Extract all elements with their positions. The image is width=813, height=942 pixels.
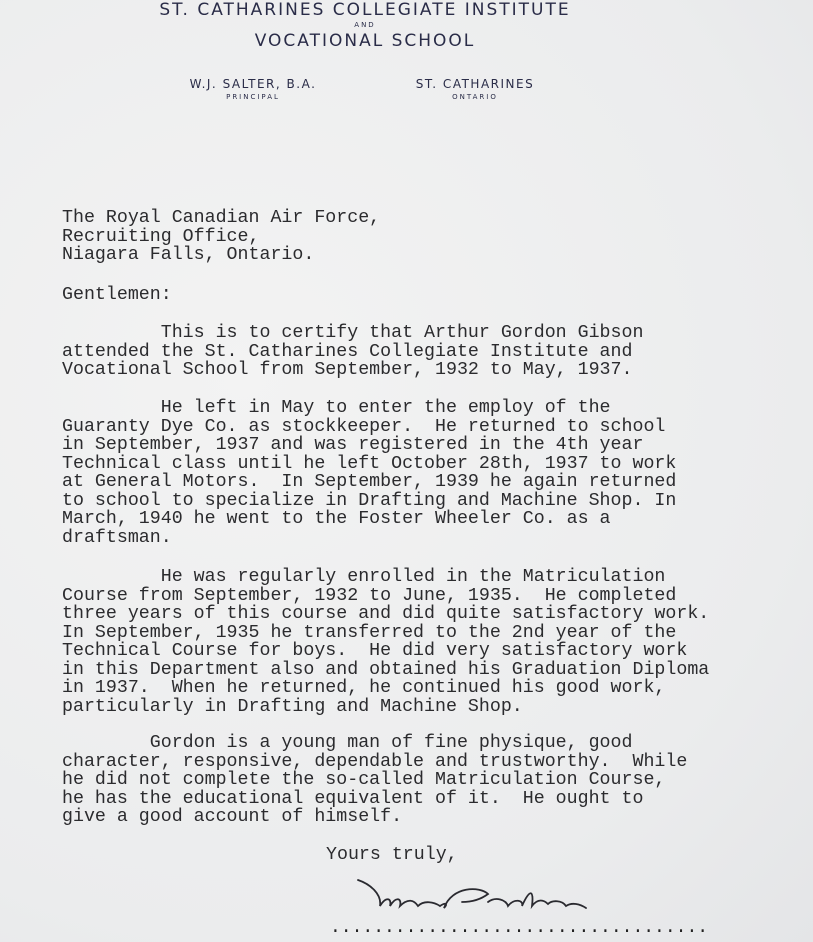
closing: Yours truly, [326, 845, 458, 865]
letterhead-school-name: ST. CATHARINES COLLEGIATE INSTITUTE [159, 0, 571, 20]
address-line: Recruiting Office, [62, 226, 260, 247]
principal-title: PRINCIPAL [226, 93, 280, 101]
paragraph-line: particularly in Drafting and Machine Shop. [62, 696, 523, 717]
paragraph-line: Vocational School from September, 1932 to May, 1937. [62, 360, 633, 380]
paragraph-line: three years of this course and did quite satisfactory work. [62, 604, 710, 624]
handwritten-signature [330, 876, 600, 916]
recipient-address [62, 209, 380, 265]
paragraph-line: he has the educational equivalent of it. He ought to [62, 788, 644, 809]
paragraph-line: to school to specialize in Drafting and Machine Shop. In [62, 490, 677, 511]
paragraph-line: He was regularly enrolled in the Matriculation [62, 567, 666, 587]
signature-line: ................................... [330, 918, 709, 938]
paragraph-4 [62, 734, 687, 827]
paragraph-line: Course from September, 1932 to June, 1935. He completed [62, 585, 677, 606]
paragraph-1 [62, 324, 643, 380]
paragraph-line: in 1937. When he returned, he continued his good work, [62, 678, 666, 698]
paragraph-line: he did not complete the so-called Matriculation Course, [62, 770, 666, 790]
province: ONTARIO [452, 93, 498, 101]
paragraph-line: He left in May to enter the employ of the [62, 398, 611, 418]
paragraph-line: Technical class until he left October 28th, 1937 to work [62, 453, 677, 474]
principal-name: W.J. SALTER, B.A. [189, 77, 317, 91]
paragraph-line: in this Department also and obtained his Graduation Diploma [62, 659, 710, 680]
paragraph-line: Gordon is a young man of fine physique, good [62, 733, 633, 753]
paragraph-line: character, responsive, dependable and trustworthy. While [62, 751, 688, 772]
letterhead-location [400, 77, 550, 102]
paragraph-line: Technical Course for boys. He did very satisfactory work [62, 641, 688, 661]
salutation: Gentlemen: [62, 285, 172, 305]
letterhead-principal [178, 77, 328, 102]
paragraph-3 [62, 568, 709, 716]
address-line: The Royal Canadian Air Force, [62, 208, 381, 228]
paragraph-line: attended the St. Catharines Collegiate Institute and [62, 341, 633, 362]
paragraph-line: This is to certify that Arthur Gordon Gibson [62, 323, 644, 343]
city: ST. CATHARINES [415, 77, 535, 91]
paragraph-line: draftsman. [62, 527, 172, 548]
letterhead-school-type: VOCATIONAL SCHOOL [254, 31, 476, 51]
letterhead-and: AND [354, 21, 376, 29]
paragraph-line: in September, 1937 and was registered in the 4th year [62, 435, 644, 455]
paragraph-line: give a good account of himself. [62, 807, 403, 827]
paragraph-line: at General Motors. In September, 1939 he again returned [62, 472, 677, 492]
paragraph-line: In September, 1935 he transferred to the 2nd year of the [62, 622, 677, 643]
paragraph-line: Guaranty Dye Co. as stockkeeper. He returned to school [62, 416, 666, 437]
paragraph-line: March, 1940 he went to the Foster Wheeler Co. as a [62, 509, 611, 529]
address-line: Niagara Falls, Ontario. [62, 245, 315, 265]
paragraph-2 [62, 399, 676, 547]
